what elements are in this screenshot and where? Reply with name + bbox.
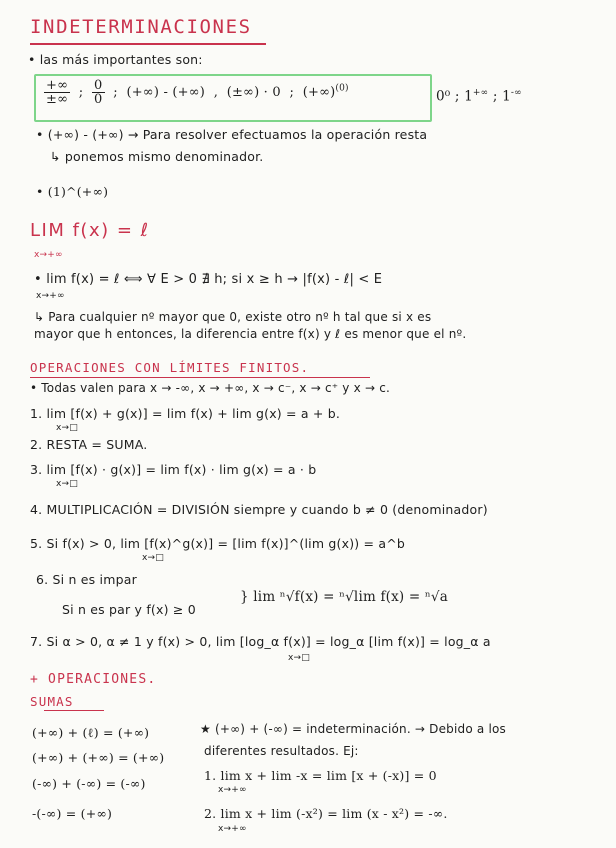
sums-title: SUMAS [30,694,74,709]
rule-product: 3. lim [f(x) · g(x)] = lim f(x) · lim g(x) = a · b [30,462,317,477]
limit-definition-sub: x→+∞ [36,291,65,301]
rule-power: 5. Si f(x) > 0, lim [f(x)^g(x)] = [lim f(x)]^(lim g(x)) = a^b [30,536,406,551]
page-title: INDETERMINACIONES [30,16,252,38]
indeterminate-note-1: ★ (+∞) + (-∞) = indeterminación. → Debido a los [200,722,506,736]
rule-subtraction: 2. RESTA = SUMA. [30,437,148,452]
intro-line: • las más importantes son: [28,52,203,67]
one-infinity-note: • (1)^(+∞) [36,184,109,199]
rule-log: 7. Si α > 0, α ≠ 1 y f(x) > 0, lim [log_α f(x)] = log_α [lim f(x)] = log_α a [30,634,491,649]
rule-log-sub: x→□ [288,653,310,663]
sum-rule-4: -(-∞) = (+∞) [32,806,113,821]
rule-power-sub: x→□ [142,553,164,563]
example-2-sub: x→+∞ [218,824,247,834]
indeterminations-outside: 0⁰ ; 1+∞ ; 1-∞ [436,88,522,105]
indeterminations-row: $\frac{+\infty}{\pm\infty}$ ; $\frac{0}{0}$ ; (+∞) - (+∞) , (±∞) · 0 ; (+∞)$^{(0)}$ [46,78,349,107]
rule-root-even: Si n es par y f(x) ≥ 0 [62,602,196,617]
lim-title: LIM f(x) = ℓ [30,220,150,241]
subtraction-note: • (+∞) - (+∞) → Para resolver efectuamos la operación resta [36,127,428,142]
title-underline [30,43,266,45]
example-1-sub: x→+∞ [218,785,247,795]
sums-underline [44,710,104,711]
indeterminate-note-2: diferentes resultados. Ej: [204,744,359,758]
sum-rule-2: (+∞) + (+∞) = (+∞) [32,750,165,765]
rule-root-formula: } lim ⁿ√f(x) = ⁿ√lim f(x) = ⁿ√a [240,589,448,605]
rule-root-odd: 6. Si n es impar [36,572,137,587]
rule-sum-sub: x→□ [56,423,78,433]
subtraction-subnote: ↳ ponemos mismo denominador. [50,149,264,164]
sum-rule-1: (+∞) + (ℓ) = (+∞) [32,725,150,740]
limit-explanation-2: mayor que h entonces, la diferencia entre f(x) y ℓ es menor que el nº. [34,327,467,341]
ops-underline [30,377,370,378]
lim-title-sub: x→+∞ [34,250,63,260]
sum-rule-3: (-∞) + (-∞) = (-∞) [32,776,146,791]
example-1: 1. lim x + lim -x = lim [x + (-x)] = 0 [204,768,437,783]
rule-multiplication: 4. MULTIPLICACIÓN = DIVISIÓN siempre y cuando b ≠ 0 (denominador) [30,502,488,517]
limit-explanation-1: ↳ Para cualquier nº mayor que 0, existe otro nº h tal que si x es [34,310,432,324]
rule-product-sub: x→□ [56,479,78,489]
more-ops-title: + OPERACIONES. [30,672,157,687]
ops-conditions: • Todas valen para x → -∞, x → +∞, x → c⁻, x → c⁺ y x → c. [30,381,391,395]
ops-title: OPERACIONES CON LÍMITES FINITOS. [30,360,310,375]
example-2: 2. lim x + lim (-x²) = lim (x - x²) = -∞. [204,806,448,821]
rule-sum: 1. lim [f(x) + g(x)] = lim f(x) + lim g(x) = a + b. [30,406,341,421]
frac-zero-zero: $\frac{0}{0}$ [94,78,103,107]
frac-inf-inf: $\frac{+\infty}{\pm\infty}$ [46,78,69,107]
limit-definition: • lim f(x) = ℓ ⟺ ∀ E > 0 ∄ h; si x ≥ h → |f(x) - ℓ| < E [34,272,383,287]
